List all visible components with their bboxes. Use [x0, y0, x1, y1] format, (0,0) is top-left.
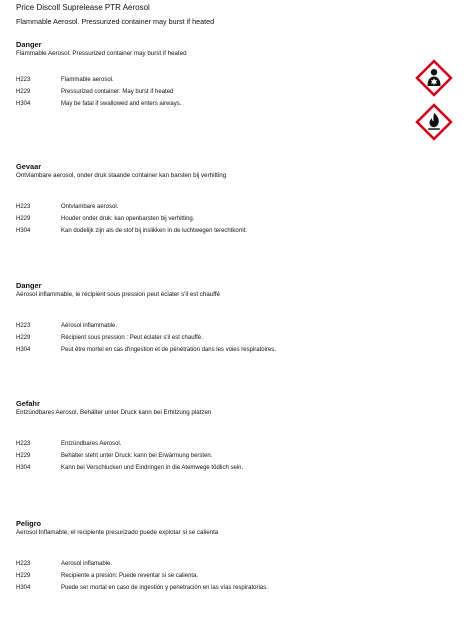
hazard-text: Peut être mortel en cas d'ingestion et de pénétration dans les voies respiratoires. [61, 346, 276, 353]
hazard-text: Recipiente a presión: Puede reventar si se calienta. [61, 572, 199, 579]
hazard-statement [16, 202, 456, 214]
hazard-text: Récipient sous pression : Peut éclater s'il est chauffé. [61, 334, 203, 341]
document-subtitle: Flammable Aerosol. Pressurized container may burst if heated [16, 17, 215, 26]
hazard-text: Entzündbares Aerosol. [61, 441, 122, 447]
hazard-text: Kan dodelijk zijn als de stof bij inslikken in de luchtwegen terechtkomt. [61, 227, 248, 234]
hazard-code: H304 [16, 346, 31, 353]
hazard-text: Kann bei Verschlucken und Eindringen in die Atemwege tödlich sein. [61, 464, 244, 471]
hazard-code: H229 [16, 88, 31, 95]
signal-word: Danger [16, 281, 42, 290]
signal-word: Gevaar [16, 162, 42, 171]
hazard-text: Ontvlambare aerosol. [61, 204, 119, 210]
hazard-text: Puede ser mortal en caso de ingestión y penetración en las vías respiratorias. [61, 584, 268, 591]
hazard-statement-list [16, 559, 456, 594]
hazard-text: Houder onder druk: kan openbarsten bij verhitting. [61, 215, 195, 222]
hazard-section-nl [16, 162, 456, 237]
hazard-statement [16, 439, 456, 451]
hazard-code: H304 [16, 464, 31, 471]
hazard-statement-list [16, 439, 456, 474]
hazard-statement [16, 463, 456, 475]
signal-word: Peligro [16, 519, 42, 528]
hazard-summary: Flammable Aerosol. Pressurized container may burst if heated [16, 50, 187, 57]
hazard-section-en [16, 40, 456, 110]
hazard-code: H223 [16, 77, 31, 83]
hazard-statement [16, 226, 456, 238]
hazard-statement [16, 571, 456, 583]
hazard-text: Behälter steht unter Druck: kann bei Erwärmung bersten. [61, 452, 213, 459]
hazard-statement-list [16, 75, 456, 110]
hazard-code: H229 [16, 572, 31, 579]
hazard-statement [16, 214, 456, 226]
hazard-statement-list [16, 321, 456, 356]
signal-word: Gefahr [16, 399, 40, 408]
document-title: Price Discoll Suprelease PTR Aerosol [16, 3, 150, 12]
hazard-statement [16, 87, 456, 99]
hazard-code: H223 [16, 323, 31, 329]
hazard-statement [16, 451, 456, 463]
hazard-text: May be fatal if swallowed and enters airways. [61, 100, 182, 107]
hazard-section-es [16, 519, 456, 594]
hazard-text: Pressurized container: May burst if heated [61, 88, 174, 95]
hazard-section-de [16, 399, 456, 474]
hazard-code: H304 [16, 584, 31, 591]
hazard-code: H229 [16, 215, 31, 222]
hazard-code: H223 [16, 204, 31, 210]
hazard-code: H223 [16, 441, 31, 447]
hazard-code: H229 [16, 452, 31, 459]
hazard-section-fr [16, 281, 456, 356]
signal-word: Danger [16, 40, 42, 49]
hazard-summary: Aerosol Inflamable, el recipiente presurizado puede explotar si se calienta [16, 529, 219, 536]
hazard-statement [16, 583, 456, 595]
hazard-code: H304 [16, 227, 31, 234]
hazard-code: H304 [16, 100, 31, 107]
hazard-text: Aerosol inflamable. [61, 561, 113, 567]
hazard-statement [16, 99, 456, 111]
hazard-statement-list [16, 202, 456, 237]
hazard-statement [16, 333, 456, 345]
hazard-statement [16, 321, 456, 333]
hazard-text: Aérosol inflammable. [61, 323, 118, 329]
hazard-summary: Entzündbares Aerosol, Behälter unter Druck kann bei Erhitzung platzen [16, 409, 212, 416]
hazard-text: Flammable aerosol. [61, 77, 114, 83]
hazard-statement [16, 345, 456, 357]
hazard-summary: Aérosol inflammable, le récipient sous pression peut éclater s'il est chauffé [16, 291, 220, 298]
hazard-code: H229 [16, 334, 31, 341]
hazard-statement [16, 559, 456, 571]
hazard-code: H223 [16, 561, 31, 567]
hazard-statement [16, 75, 456, 87]
hazard-summary: Ontvlambare aerosol, onder druk staande container kan barsten bij verhitting [16, 172, 227, 179]
